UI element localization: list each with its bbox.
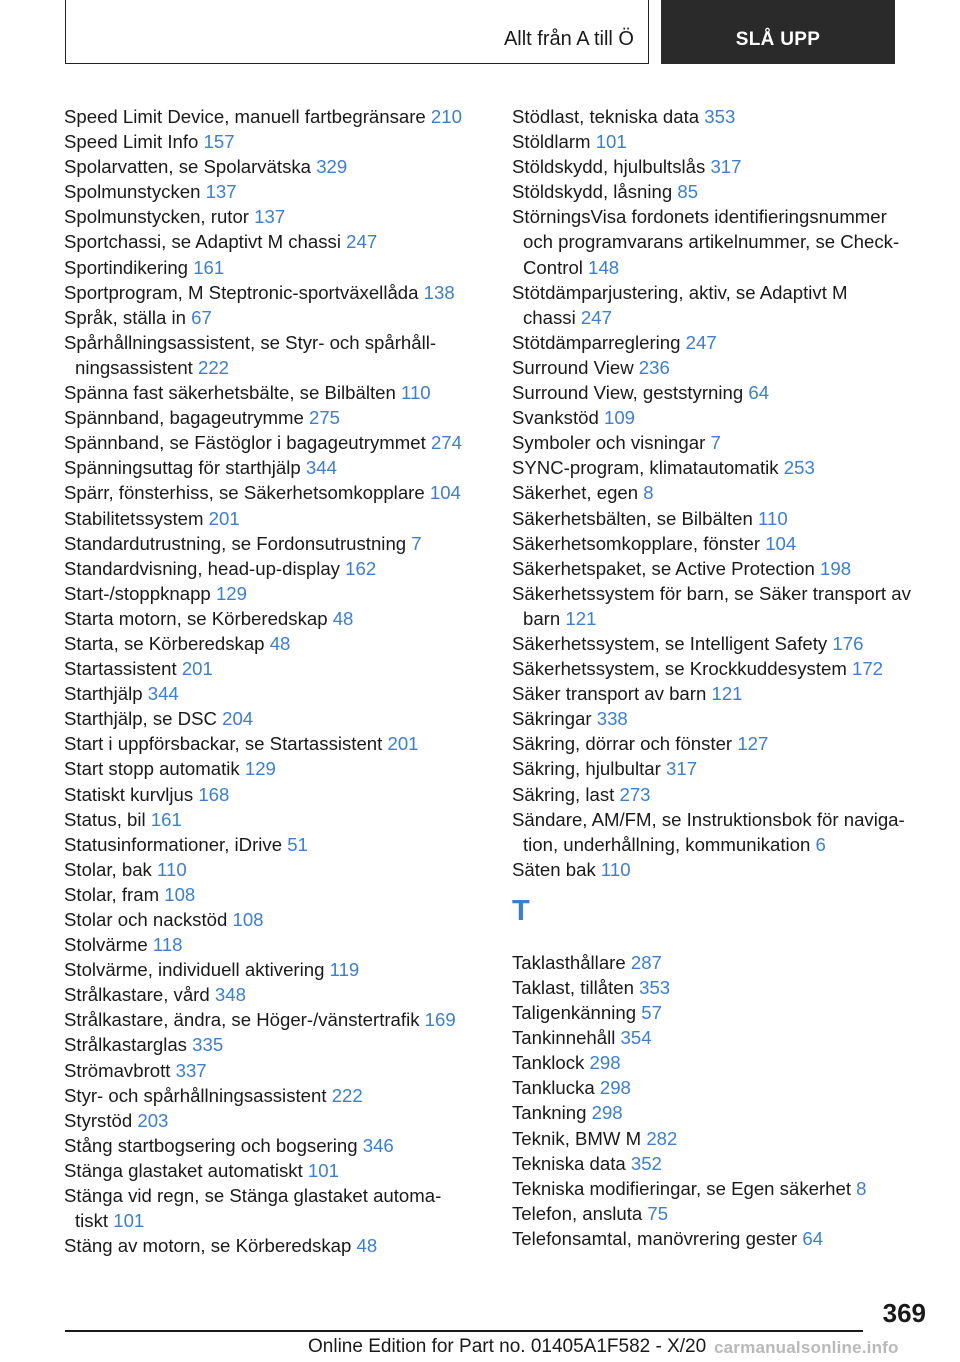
page-link[interactable]: 282: [646, 1127, 678, 1149]
entry-text: Statiskt kurvljus: [64, 783, 194, 805]
entry-text: Stolar och nackstöd: [64, 909, 228, 930]
page-link[interactable]: 203: [137, 1109, 169, 1131]
entry-text: Säkerhetsbälten, se Bilbälten: [512, 507, 753, 529]
entry-text: Säkringar: [512, 708, 592, 730]
index-entry: [64, 255, 484, 280]
index-entry: [512, 330, 932, 355]
entry-text: Säkerhetspaket, se Active Protection: [512, 557, 815, 579]
entry-text: Säkring, hjulbultar: [512, 758, 661, 780]
entry-text: Spännband, se Fästöglor i bagageutrymmet: [64, 432, 426, 454]
index-entry: [64, 957, 484, 982]
page-link[interactable]: 346: [362, 1134, 394, 1156]
page-link[interactable]: 6: [815, 833, 826, 855]
page-link[interactable]: 335: [192, 1034, 224, 1056]
index-entry: [512, 1226, 932, 1251]
index-entry: [512, 1151, 932, 1176]
page-link[interactable]: 201: [208, 507, 240, 529]
index-entry: [64, 581, 484, 606]
page-link[interactable]: 7: [710, 432, 721, 454]
index-entry: [512, 950, 932, 975]
page-link[interactable]: 338: [596, 708, 628, 730]
index-a-to-z-tab[interactable]: [65, 0, 649, 64]
index-entry: [64, 455, 484, 480]
entry-text: Stötdämparjustering, aktiv, se Adaptivt M: [512, 281, 848, 303]
entry-text: Spolmunstycken: [64, 181, 201, 203]
entry-text: Säkring, last: [512, 783, 615, 805]
index-entry: [64, 405, 484, 430]
entry-text: Säkerhetssystem, se Krockkuddesystem: [512, 658, 847, 680]
index-entry: [512, 656, 932, 681]
page-link[interactable]: 64: [748, 382, 770, 404]
index-column-left: [64, 104, 484, 1258]
entry-text: chassi: [523, 306, 576, 328]
entry-text: Control: [523, 256, 583, 278]
page-link[interactable]: 353: [639, 977, 671, 998]
page-link[interactable]: 104: [429, 482, 461, 504]
page-link[interactable]: 317: [710, 156, 742, 178]
entry-text: Telefon, ansluta: [512, 1202, 643, 1224]
index-entry: [64, 1083, 484, 1108]
page-link[interactable]: 344: [305, 457, 337, 479]
page-link[interactable]: 169: [424, 1009, 456, 1031]
entry-text: Stäng av motorn, se Körberedskap: [64, 1235, 352, 1257]
index-entry: [64, 531, 484, 556]
index-entry: [512, 1176, 932, 1201]
entry-text: Stolar, bak: [64, 858, 152, 880]
page-link[interactable]: 129: [244, 758, 276, 780]
page-link[interactable]: 298: [591, 1102, 623, 1124]
entry-text: Strålkastarglas: [64, 1034, 187, 1056]
page-link[interactable]: 317: [666, 758, 698, 780]
index-entry: [64, 756, 484, 781]
page-link[interactable]: 201: [181, 658, 213, 680]
entry-text: Spolmunstycken, rutor: [64, 206, 249, 228]
page-link[interactable]: 48: [332, 607, 354, 629]
index-entry: [64, 179, 484, 204]
entry-text: Svankstöd: [512, 407, 599, 429]
entry-text: Starta motorn, se Körberedskap: [64, 607, 328, 629]
lookup-tab-label: SLÅ UPP: [735, 29, 821, 50]
entry-text: tion, underhållning, kommunikation: [523, 833, 811, 855]
page-link[interactable]: 138: [423, 281, 455, 303]
page-link[interactable]: 108: [164, 883, 196, 905]
entry-text: Surround View, geststyrning: [512, 382, 744, 404]
page-link[interactable]: 75: [647, 1202, 669, 1224]
index-entry: [512, 1025, 932, 1050]
index-list-s-continued: [512, 104, 932, 882]
index-entry: [64, 731, 484, 756]
entry-text: Stolar, fram: [64, 883, 160, 905]
index-entry: [64, 305, 484, 330]
page-link[interactable]: 176: [832, 632, 864, 654]
footer-divider: [65, 1330, 863, 1332]
entry-text: Taligenkänning: [512, 1002, 637, 1024]
entry-text: Sportindikering: [64, 256, 189, 278]
index-column-right: [512, 104, 932, 1251]
page-link[interactable]: 161: [150, 808, 182, 830]
page-link[interactable]: 101: [595, 131, 627, 153]
index-entry: [512, 1126, 932, 1151]
page-link[interactable]: 329: [316, 156, 348, 178]
watermark-logo: carmanualsonline.info: [714, 1338, 899, 1357]
page-link[interactable]: 110: [400, 382, 431, 404]
entry-text: Stötdämparreglering: [512, 331, 681, 353]
index-entry: [512, 1000, 932, 1025]
index-entry: [64, 330, 484, 380]
entry-text: StörningsVisa fordonets identifieringsnummer: [512, 206, 887, 228]
entry-text: SYNC-program, klimatautomatik: [512, 457, 779, 479]
page-link[interactable]: 274: [430, 432, 462, 454]
entry-text: Spolarvatten, se Spolarvätska: [64, 156, 312, 178]
entry-text: Speed Limit Info: [64, 131, 199, 153]
entry-text: Stöldlarm: [512, 131, 591, 153]
entry-text: Säkring, dörrar och fönster: [512, 733, 733, 755]
page-link[interactable]: 287: [630, 951, 662, 973]
index-entry: [64, 857, 484, 882]
index-entry: [512, 857, 932, 882]
index-entry: [512, 355, 932, 380]
entry-text: Starthjälp, se DSC: [64, 708, 217, 730]
entry-text: Säkerhet, egen: [512, 482, 639, 504]
index-entry: [512, 506, 932, 531]
index-list-t: [512, 950, 932, 1251]
entry-text: Stång startbogsering och bogsering: [64, 1134, 358, 1156]
page-link[interactable]: 210: [430, 106, 462, 127]
entry-text: Stödlast, tekniska data: [512, 106, 700, 127]
entry-text: ningsassistent: [75, 356, 193, 378]
page-link[interactable]: 273: [619, 783, 651, 805]
index-entry: [512, 280, 932, 330]
index-entry: [512, 179, 932, 204]
index-entry: [64, 1183, 484, 1233]
page-link[interactable]: 110: [157, 858, 187, 880]
page-link[interactable]: 109: [604, 407, 636, 429]
page-link[interactable]: 110: [600, 858, 631, 880]
page-link[interactable]: 110: [758, 507, 788, 529]
entry-text: Starthjälp: [64, 683, 143, 705]
page-link[interactable]: 148: [588, 256, 620, 278]
entry-text: Säkerhetssystem, se Intelligent Safety: [512, 632, 828, 654]
index-entry: [64, 556, 484, 581]
page-link[interactable]: 172: [852, 658, 884, 680]
index-entry: [64, 631, 484, 656]
page-link[interactable]: 298: [589, 1052, 621, 1074]
index-entry: [64, 204, 484, 229]
index-entry: [64, 606, 484, 631]
page-link[interactable]: 247: [685, 331, 717, 353]
page-link[interactable]: 247: [580, 306, 612, 328]
index-entry: [64, 480, 484, 505]
page-link[interactable]: 204: [222, 708, 254, 730]
index-entry: [64, 982, 484, 1007]
entry-text: Tankinnehåll: [512, 1027, 616, 1049]
entry-text: Start-/stoppknapp: [64, 582, 211, 604]
entry-text: Säker transport av barn: [512, 683, 707, 705]
index-entry: [512, 731, 932, 756]
page-link[interactable]: 275: [309, 407, 341, 429]
page-link[interactable]: 104: [765, 532, 797, 554]
entry-text: Speed Limit Device, manuell fartbegränsare: [64, 106, 426, 127]
entry-text: Tanklucka: [512, 1077, 595, 1099]
entry-text: Stänga vid regn, se Stänga glastaket automa-: [64, 1185, 442, 1207]
entry-text: Säkerhetsomkopplare, fönster: [512, 532, 761, 554]
page-link[interactable]: 127: [737, 733, 769, 755]
entry-text: Status, bil: [64, 808, 146, 830]
index-entry: [64, 506, 484, 531]
page-link[interactable]: 247: [346, 231, 378, 253]
index-entry: [64, 882, 484, 907]
index-entry: [512, 782, 932, 807]
page-link[interactable]: 353: [704, 106, 736, 127]
page-link[interactable]: 344: [147, 683, 179, 705]
index-entry: [512, 480, 932, 505]
entry-text: Sportchassi, se Adaptivt M chassi: [64, 231, 341, 253]
page-link[interactable]: 48: [269, 632, 291, 654]
page-link[interactable]: 161: [193, 256, 225, 278]
index-entry: [512, 756, 932, 781]
index-entry: [512, 154, 932, 179]
page-link[interactable]: 57: [641, 1002, 662, 1024]
index-entry: [512, 430, 932, 455]
index-entry: [512, 1100, 932, 1125]
entry-text: Strömavbrott: [64, 1059, 171, 1081]
entry-text: Språk, ställa in: [64, 306, 186, 328]
page-link[interactable]: 64: [802, 1227, 824, 1249]
entry-text: Sändare, AM/FM, se Instruktionsbok för naviga-: [512, 808, 905, 830]
entry-text: Tanklock: [512, 1052, 585, 1074]
index-entry: [512, 129, 932, 154]
page-link[interactable]: 118: [152, 934, 183, 956]
index-entry: [512, 405, 932, 430]
entry-text: Spårhållningsassistent, se Styr- och spårhåll-: [64, 331, 437, 353]
entry-text: Stöldskydd, låsning: [512, 181, 673, 203]
entry-text: Spännband, bagageutrymme: [64, 407, 304, 429]
index-entry: [512, 807, 932, 857]
page-link[interactable]: 67: [191, 306, 212, 328]
entry-text: Taklast, tillåten: [512, 977, 634, 998]
page-link[interactable]: 352: [630, 1152, 662, 1174]
page-link[interactable]: 8: [643, 482, 654, 504]
entry-text: Start i uppförsbackar, se Startassistent: [64, 733, 383, 755]
page-link[interactable]: 253: [783, 457, 815, 479]
index-entry: [64, 280, 484, 305]
page-link[interactable]: 121: [711, 683, 743, 705]
entry-text: Strålkastare, ändra, se Höger-/vänstertrafik: [64, 1009, 420, 1031]
index-entry: [64, 832, 484, 857]
index-entry: [64, 681, 484, 706]
entry-text: Starta, se Körberedskap: [64, 632, 265, 654]
entry-text: Strålkastare, vård: [64, 984, 210, 1006]
page-link[interactable]: 168: [198, 783, 230, 805]
entry-text: Säkerhetssystem för barn, se Säker transport av: [512, 582, 911, 604]
index-entry: [64, 1158, 484, 1183]
index-entry: [64, 1007, 484, 1032]
index-entry: [512, 531, 932, 556]
entry-text: Spänningsuttag för starthjälp: [64, 457, 301, 479]
page-link[interactable]: 348: [214, 984, 246, 1006]
entry-text: och programvarans artikelnummer, se Check-: [523, 231, 900, 253]
index-entry: [64, 1108, 484, 1133]
entry-text: Sportprogram, M Steptronic-sportväxellåda: [64, 281, 419, 303]
entry-text: Standardutrustning, se Fordonsutrustning: [64, 532, 407, 554]
index-entry: [64, 1133, 484, 1158]
page-link[interactable]: 8: [856, 1177, 867, 1199]
entry-text: Symboler och visningar: [512, 432, 706, 454]
page-link[interactable]: 85: [677, 181, 699, 203]
index-entry: [512, 556, 932, 581]
entry-text: Startassistent: [64, 658, 177, 680]
index-entry: [512, 455, 932, 480]
page-link[interactable]: 7: [411, 532, 422, 554]
index-entry: [64, 706, 484, 731]
index-entry: [512, 581, 932, 631]
index-entry: [64, 430, 484, 455]
entry-text: Säten bak: [512, 858, 596, 880]
page-link[interactable]: 222: [198, 356, 230, 378]
section-letter-t: T: [512, 894, 530, 927]
entry-text: Stöldskydd, hjulbultslås: [512, 156, 706, 178]
index-tab-label: Allt från A till Ö: [503, 28, 634, 50]
page-link[interactable]: 201: [387, 733, 419, 755]
entry-text: Styr- och spårhållningsassistent: [64, 1084, 327, 1106]
index-entry: [64, 380, 484, 405]
index-entry: [64, 932, 484, 957]
page-number: 369: [882, 1298, 926, 1328]
edition-note: Online Edition for Part no. 01405A1F582 - X/20: [308, 1336, 707, 1357]
entry-text: Taklasthållare: [512, 951, 626, 973]
index-entry: [512, 681, 932, 706]
index-entry: [512, 204, 932, 279]
index-entry: [64, 129, 484, 154]
page-link[interactable]: 222: [331, 1084, 363, 1106]
index-entry: [64, 229, 484, 254]
page-link[interactable]: 48: [356, 1235, 378, 1257]
index-entry: [512, 706, 932, 731]
entry-text: Tekniska modifieringar, se Egen säkerhet: [512, 1177, 851, 1199]
index-entry: [64, 907, 484, 932]
entry-text: Styrstöd: [64, 1109, 133, 1131]
page-link[interactable]: 198: [820, 557, 852, 579]
index-entry: [64, 1032, 484, 1057]
index-entry: [64, 154, 484, 179]
index-entry: [64, 1233, 484, 1258]
page-link[interactable]: 162: [345, 557, 377, 579]
page-link[interactable]: 354: [620, 1027, 652, 1049]
entry-text: Stolvärme: [64, 934, 148, 956]
page-link[interactable]: 137: [254, 206, 286, 228]
entry-text: Surround View: [512, 356, 634, 378]
index-entry: [512, 380, 932, 405]
index-entry: [64, 104, 484, 129]
index-entry: [512, 1075, 932, 1100]
page-link[interactable]: 137: [205, 181, 237, 203]
entry-text: Statusinformationer, iDrive: [64, 833, 283, 855]
page-link[interactable]: 236: [638, 356, 670, 378]
entry-text: Standardvisning, head-up-display: [64, 557, 340, 579]
index-entry: [512, 1050, 932, 1075]
page-link[interactable]: 119: [329, 959, 360, 981]
index-entry: [64, 1058, 484, 1083]
page-link[interactable]: 129: [215, 582, 247, 604]
index-entry: [512, 1201, 932, 1226]
index-entry: [512, 631, 932, 656]
index-entry: [512, 104, 932, 129]
lookup-tab[interactable]: [661, 0, 895, 64]
index-entry: [512, 975, 932, 1000]
page-link[interactable]: 51: [287, 833, 308, 855]
index-entry: [64, 656, 484, 681]
page-link[interactable]: 337: [175, 1059, 207, 1081]
entry-text: Stolvärme, individuell aktivering: [64, 959, 325, 981]
entry-text: Teknik, BMW M: [512, 1127, 642, 1149]
page-link[interactable]: 298: [599, 1077, 631, 1099]
top-navigation: [65, 0, 895, 64]
entry-text: Spänna fast säkerhetsbälte, se Bilbälten: [64, 382, 396, 404]
entry-text: Stabilitetssystem: [64, 507, 204, 529]
entry-text: Telefonsamtal, manövrering gester: [512, 1227, 798, 1249]
page-link[interactable]: 101: [113, 1210, 145, 1232]
entry-text: tiskt: [75, 1210, 109, 1232]
entry-text: Tekniska data: [512, 1152, 626, 1174]
page-link[interactable]: 108: [232, 909, 264, 930]
entry-text: Stänga glastaket automatiskt: [64, 1159, 303, 1181]
entry-text: Tankning: [512, 1102, 587, 1124]
page-link[interactable]: 101: [307, 1159, 339, 1181]
page-link[interactable]: 121: [565, 607, 597, 629]
index-entry: [64, 782, 484, 807]
entry-text: Start stopp automatik: [64, 758, 240, 780]
index-entry: [64, 807, 484, 832]
page-link[interactable]: 157: [203, 131, 235, 153]
entry-text: barn: [523, 607, 561, 629]
entry-text: Spärr, fönsterhiss, se Säkerhetsomkopplare: [64, 482, 425, 504]
